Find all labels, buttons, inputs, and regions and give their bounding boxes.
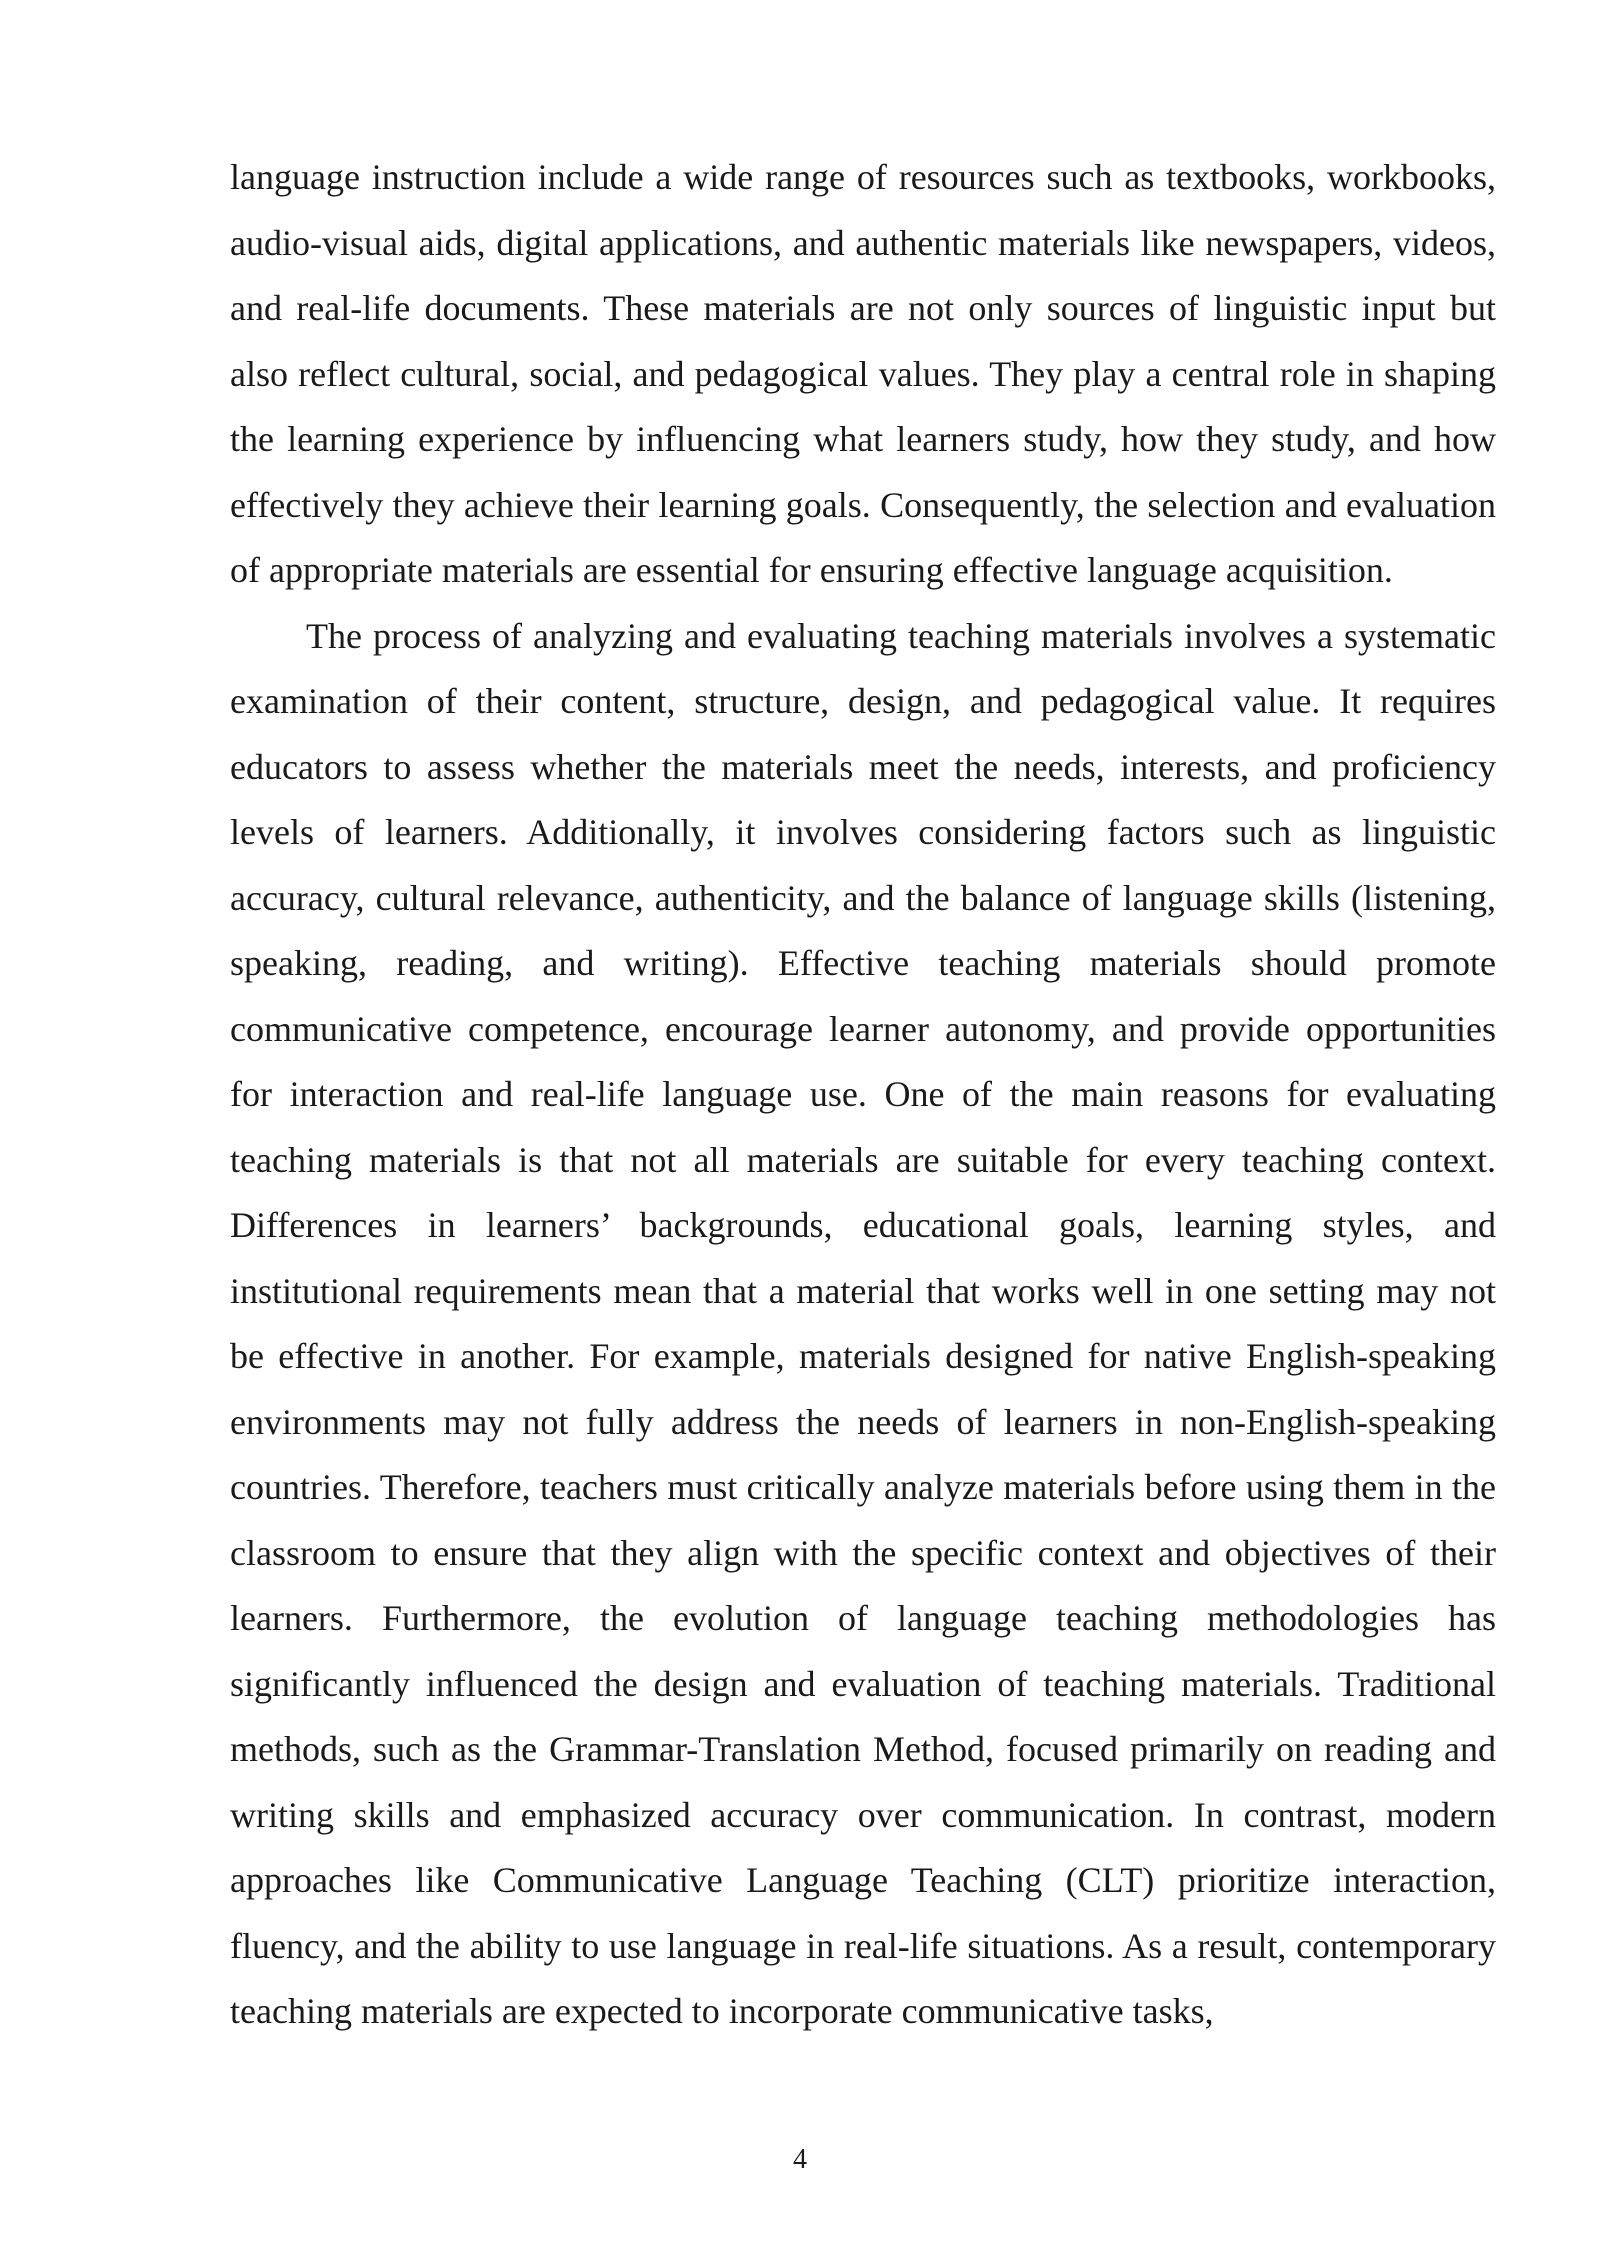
paragraph-1: language instruction include a wide range of resources such as textbooks, workbooks, audio-visual aids, digital applications, and authentic materials like newspapers, videos, and real-life documents. These materials are not only sources of linguistic input but also reflect cultural, social, and pedagogical values. They play a central role in shaping the learning experience by influencing what learners study, how they study, and how effectively they achieve their learning goals. Consequently, the selection and evaluation of appropriate materials are essential for ensuring effective language acquisition. [230,157,1496,590]
paragraph-2: The process of analyzing and evaluating teaching materials involves a systematic examination of their content, structure, design, and pedagogical value. It requires educators to assess whether the materials meet the needs, interests, and proficiency levels of learners. Additionally, it involves considering factors such as linguistic accuracy, cultural relevance, authenticity, and the balance of language skills (listening, speaking, reading, and writing). Effective teaching materials should promote communicative competence, encourage learner autonomy, and provide opportunities for interaction and real-life language use. One of the main reasons for evaluating teaching materials is that not all materials are suitable for every teaching context. Differences in learners’ backgrounds, educational goals, learning styles, and institutional requirements mean that a material that works well in one setting may not be effective in another. For example, materials designed for native English-speaking environments may not fully address the needs of learners in non-English-speaking countries. Therefore, teachers must critically analyze materials before using them in the classroom to ensure that they align with the specific context and objectives of their learners. Furthermore, the evolution of language teaching methodologies has significantly influenced the design and evaluation of teaching materials. Traditional methods, such as the Grammar-Translation Method, focused primarily on reading and writing skills and emphasized accuracy over communication. In contrast, modern approaches like Communicative Language Teaching (CLT) prioritize interaction, fluency, and the ability to use language in real-life situations. As a result, contemporary teaching materials are expected to incorporate communicative tasks, [230,615,1496,2031]
body-text [230,145,1496,2045]
page-number: 4 [793,2144,807,2175]
